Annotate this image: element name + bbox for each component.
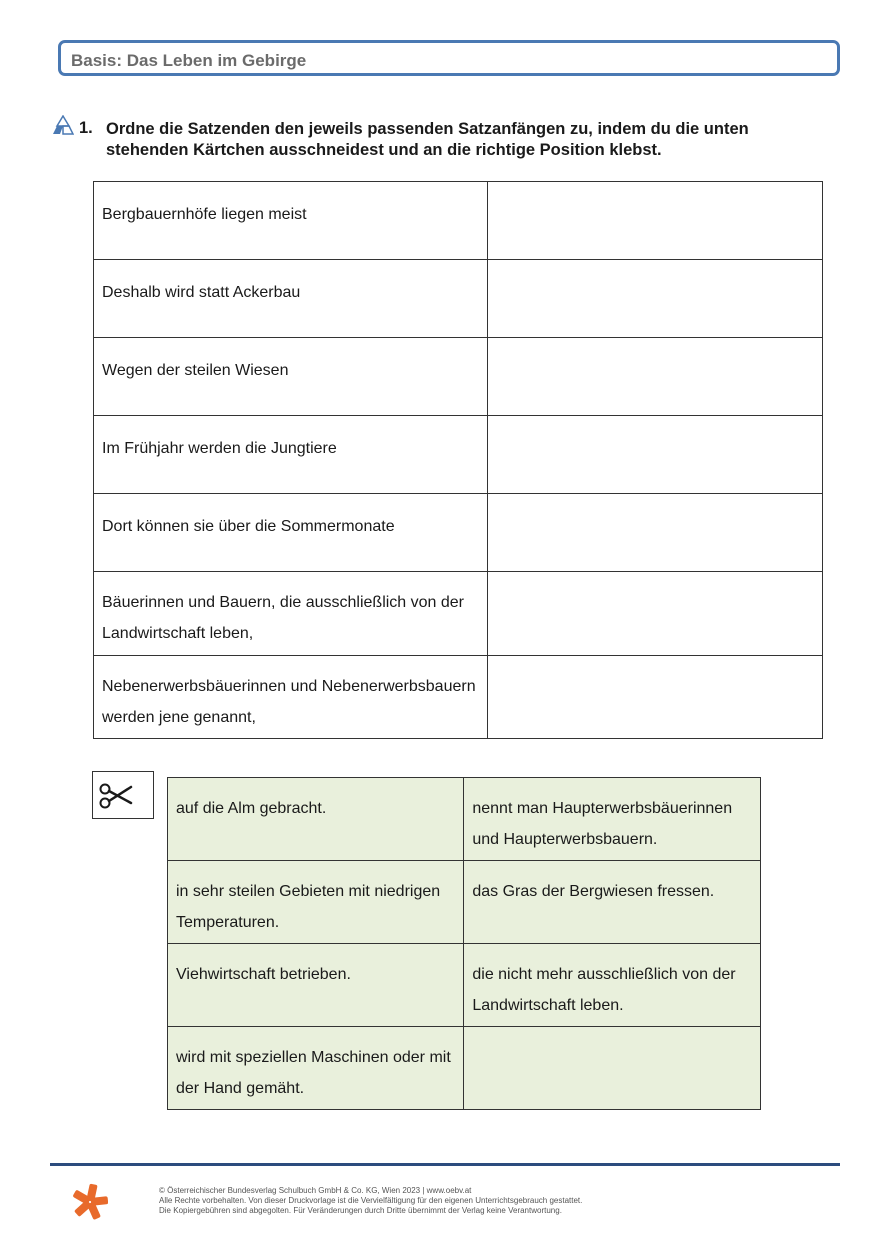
footer-line-2: Alle Rechte vorbehalten. Von dieser Druckvorlage ist die Vervielfältigung für den eigenen Unterrichtsgebrauch gestattet. [159,1196,583,1205]
scissors-box [92,771,154,819]
paste-slot[interactable] [487,338,822,416]
cut-card[interactable]: wird mit speziellen Maschinen oder mit der Hand gemäht. [168,1027,464,1110]
paste-slot[interactable] [487,656,822,739]
oebv-asterisk-logo [72,1183,108,1221]
stacked-triangles-icon [52,115,74,135]
paste-slot[interactable] [487,260,822,338]
paste-slot[interactable] [487,182,822,260]
cut-card[interactable]: die nicht mehr ausschließlich von der Landwirtschaft leben. [464,944,761,1027]
match-table [93,181,823,739]
cut-card[interactable]: nennt man Haupterwerbsbäuerinnen und Haupterwerbsbauern. [464,778,761,861]
sentence-start: Wegen der steilen Wiesen [94,338,488,416]
footer-copyright [159,1186,582,1216]
title-box [58,40,840,76]
paste-slot[interactable] [487,572,822,656]
paste-slot[interactable] [487,494,822,572]
footer-divider [50,1163,840,1166]
footer-line-1: © Österreichischer Bundesverlag Schulbuch GmbH & Co. KG, Wien 2023 | www.oebv.at [159,1186,472,1195]
cut-card[interactable]: Viehwirtschaft betrieben. [168,944,464,1027]
paste-slot[interactable] [487,416,822,494]
cut-card[interactable]: auf die Alm gebracht. [168,778,464,861]
sentence-start: Bäuerinnen und Bauern, die ausschließlich von der Landwirtschaft leben, [94,572,488,656]
page-title: Basis: Das Leben im Gebirge [71,51,307,70]
cut-card[interactable]: das Gras der Bergwiesen fressen. [464,861,761,944]
scissors-icon [93,772,153,818]
sentence-start: Bergbauernhöfe liegen meist [94,182,488,260]
cut-card[interactable]: in sehr steilen Gebieten mit niedrigen Temperaturen. [168,861,464,944]
footer-line-3: Die Kopiergebühren sind abgegolten. Für Veränderungen durch Dritte übernimmt der Verlag keine Verantwortung. [159,1206,562,1215]
empty-card [464,1027,761,1110]
task-number: 1. [79,119,93,137]
cards-table [167,777,761,1110]
sentence-start: Im Frühjahr werden die Jungtiere [94,416,488,494]
task-instruction: Ordne die Satzenden den jeweils passenden Satzanfängen zu, indem du die unten stehenden Kärtchen ausschneidest und an die richtige Position klebst. [106,120,749,159]
sentence-start: Deshalb wird statt Ackerbau [94,260,488,338]
sentence-start: Nebenerwerbsbäuerinnen und Nebenerwerbsbauern werden jene genannt, [94,656,488,739]
sentence-start: Dort können sie über die Sommermonate [94,494,488,572]
